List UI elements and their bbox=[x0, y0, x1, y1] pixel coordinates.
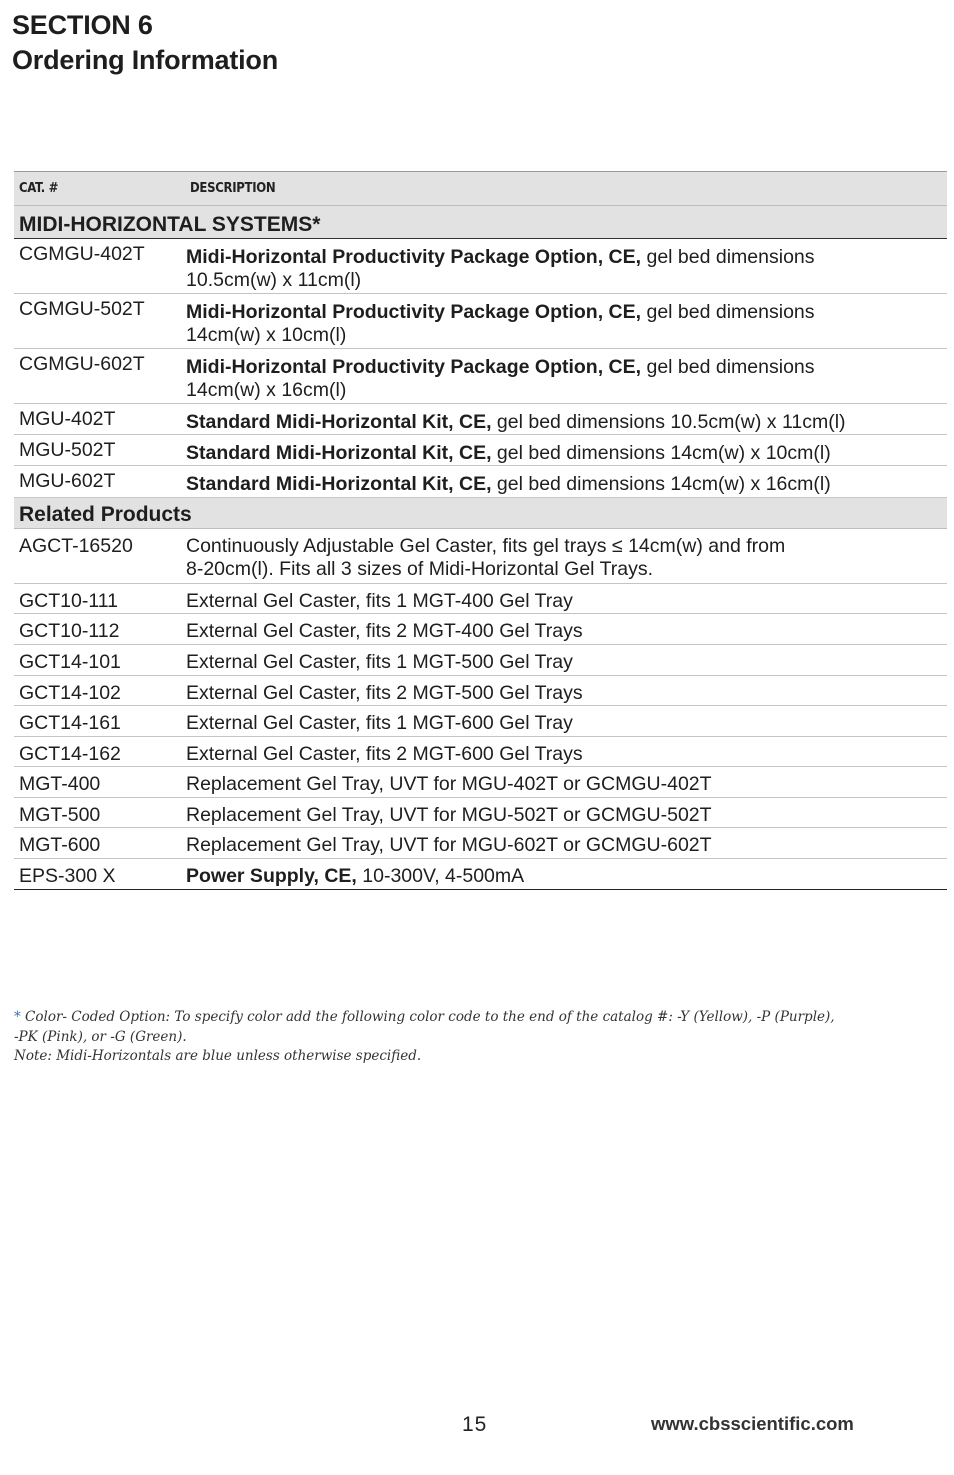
description bbox=[186, 411, 947, 434]
cat-number: MGT-400 bbox=[19, 773, 101, 795]
website-url[interactable]: www.cbsscientific.com bbox=[651, 1413, 854, 1434]
description-text: 10.5cm(w) x 11cm(l) bbox=[186, 269, 362, 291]
cat-number: MGT-600 bbox=[19, 834, 101, 856]
description bbox=[186, 865, 947, 888]
table-row bbox=[14, 676, 947, 706]
table-row bbox=[14, 349, 947, 404]
ordering-table bbox=[14, 171, 947, 890]
description-bold: Power Supply, CE, bbox=[186, 865, 357, 887]
description: Replacement Gel Tray, UVT for MGU-602T or GCMGU-602T bbox=[186, 834, 712, 856]
col-header-description: DESCRIPTION bbox=[190, 181, 276, 196]
section-number: SECTION 6 bbox=[12, 10, 153, 40]
table-row bbox=[14, 706, 947, 737]
description-bold: Midi-Horizontal Productivity Package Option, CE, bbox=[186, 246, 642, 268]
table-row bbox=[14, 294, 947, 349]
table-row bbox=[14, 529, 947, 584]
table-row bbox=[14, 828, 947, 859]
cat-number: MGU-502T bbox=[19, 439, 116, 461]
section-heading bbox=[12, 8, 278, 78]
table-row bbox=[14, 614, 947, 645]
footnote-line bbox=[14, 1008, 924, 1028]
col-header-cat: CAT. # bbox=[19, 181, 59, 196]
table-row bbox=[14, 645, 947, 676]
table-row bbox=[14, 859, 947, 890]
page-title: Ordering Information bbox=[12, 45, 279, 75]
group-title-related-products: Related Products bbox=[14, 497, 947, 529]
table-row bbox=[14, 767, 947, 798]
description: Replacement Gel Tray, UVT for MGU-402T or GCMGU-402T bbox=[186, 773, 712, 795]
description: External Gel Caster, fits 2 MGT-600 Gel Trays bbox=[186, 743, 583, 765]
table-row bbox=[14, 239, 947, 294]
description: External Gel Caster, fits 1 MGT-600 Gel Tray bbox=[186, 712, 573, 734]
description-text: gel bed dimensions 14cm(w) x 16cm(l) bbox=[491, 473, 831, 495]
footnote-line: -PK (Pink), or -G (Green). bbox=[14, 1028, 187, 1045]
description bbox=[186, 535, 947, 581]
cat-number: GCT14-102 bbox=[19, 682, 121, 704]
cat-number: MGU-602T bbox=[19, 470, 116, 492]
cat-number: CGMGU-502T bbox=[19, 298, 145, 320]
description bbox=[186, 442, 947, 465]
description-text: 14cm(w) x 16cm(l) bbox=[186, 379, 347, 401]
description-bold: Midi-Horizontal Productivity Package Option, CE, bbox=[186, 356, 642, 378]
description-text: Continuously Adjustable Gel Caster, fits gel trays ≤ 14cm(w) and from bbox=[186, 535, 786, 557]
footnote-asterisk: * bbox=[14, 1009, 21, 1025]
description: External Gel Caster, fits 1 MGT-400 Gel Tray bbox=[186, 590, 573, 612]
cat-number: MGU-402T bbox=[19, 408, 116, 430]
description bbox=[186, 301, 947, 347]
table-row bbox=[14, 737, 947, 767]
description-text: 10-300V, 4-500mA bbox=[356, 865, 525, 887]
cat-number: AGCT-16520 bbox=[19, 535, 133, 557]
footnote bbox=[14, 1008, 924, 1067]
page-number: 15 bbox=[462, 1413, 488, 1436]
description-text: 14cm(w) x 10cm(l) bbox=[186, 324, 347, 346]
description bbox=[186, 246, 947, 292]
cat-number: GCT14-161 bbox=[19, 712, 121, 734]
table-row bbox=[14, 798, 947, 828]
cat-number: GCT14-101 bbox=[19, 651, 121, 673]
description-bold: Midi-Horizontal Productivity Package Option, CE, bbox=[186, 301, 642, 323]
group-title-midi-horizontal: MIDI-HORIZONTAL SYSTEMS* bbox=[14, 205, 947, 239]
description-bold: Standard Midi-Horizontal Kit, CE, bbox=[186, 442, 492, 464]
description: Replacement Gel Tray, UVT for MGU-502T or GCMGU-502T bbox=[186, 804, 712, 826]
description bbox=[186, 356, 947, 402]
footnote-note: Note: Midi-Horizontals are blue unless otherwise specified. bbox=[14, 1048, 422, 1064]
table-row bbox=[14, 584, 947, 614]
description-bold: Standard Midi-Horizontal Kit, CE, bbox=[186, 411, 492, 433]
description bbox=[186, 473, 947, 496]
cat-number: CGMGU-602T bbox=[19, 353, 145, 375]
cat-number: CGMGU-402T bbox=[19, 243, 145, 265]
footnote-text: Color- Coded Option: To specify color add the following color code to the end of the catalog #: -Y (Yellow), -P (Purple), bbox=[20, 1009, 835, 1025]
table-row bbox=[14, 404, 947, 435]
cat-number: MGT-500 bbox=[19, 804, 101, 826]
description-bold: Standard Midi-Horizontal Kit, CE, bbox=[186, 473, 492, 495]
description-text: gel bed dimensions bbox=[641, 356, 815, 378]
description-text: gel bed dimensions 10.5cm(w) x 11cm(l) bbox=[491, 411, 846, 433]
description-text: gel bed dimensions bbox=[641, 246, 815, 268]
table-header bbox=[14, 171, 947, 205]
description-text: 8-20cm(l). Fits all 3 sizes of Midi-Horizontal Gel Trays. bbox=[186, 558, 654, 580]
table-row bbox=[14, 466, 947, 497]
cat-number: GCT10-111 bbox=[19, 590, 118, 612]
description-text: gel bed dimensions 14cm(w) x 10cm(l) bbox=[491, 442, 831, 464]
cat-number: GCT14-162 bbox=[19, 743, 121, 765]
description-text: gel bed dimensions bbox=[641, 301, 815, 323]
cat-number: EPS-300 X bbox=[19, 865, 116, 887]
cat-number: GCT10-112 bbox=[19, 620, 120, 642]
description: External Gel Caster, fits 2 MGT-400 Gel Trays bbox=[186, 620, 583, 642]
description: External Gel Caster, fits 1 MGT-500 Gel Tray bbox=[186, 651, 573, 673]
description: External Gel Caster, fits 2 MGT-500 Gel Trays bbox=[186, 682, 583, 704]
table-row bbox=[14, 435, 947, 466]
